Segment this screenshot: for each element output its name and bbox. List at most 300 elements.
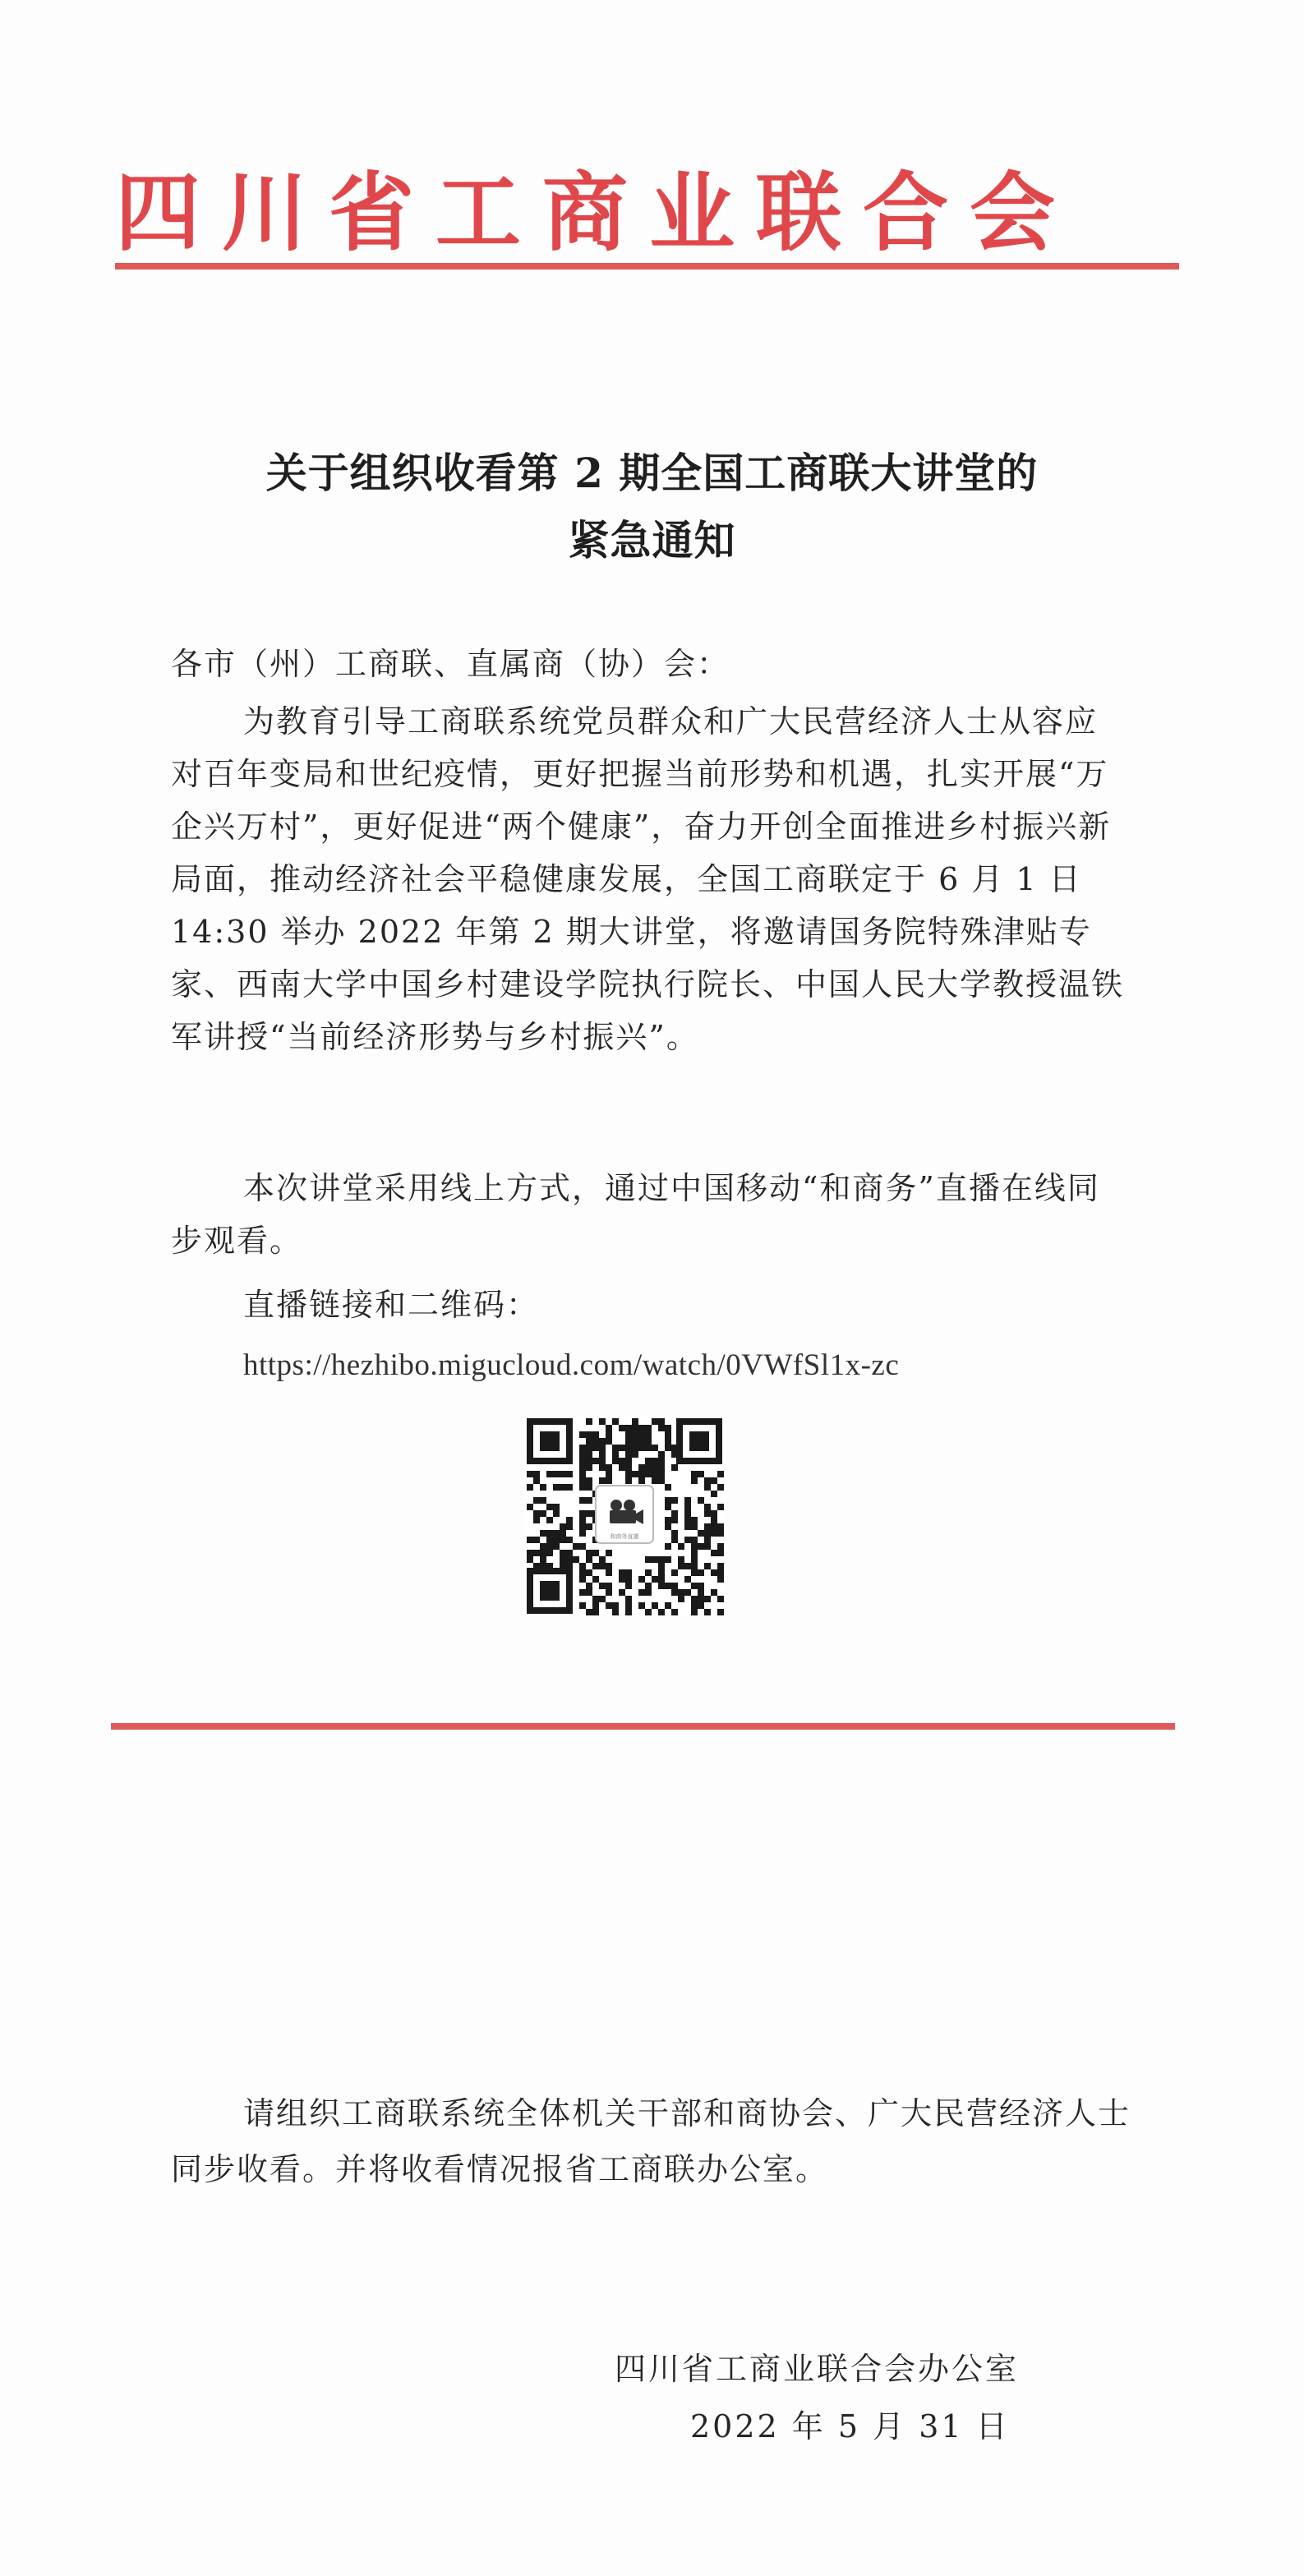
qr-module: [717, 1523, 724, 1530]
qr-module: [691, 1602, 698, 1609]
qr-module: [711, 1491, 717, 1497]
qr-module: [678, 1596, 684, 1602]
qr-module: [553, 1510, 560, 1517]
qr-finder-bottom-left: [527, 1568, 573, 1614]
qr-module: [592, 1602, 599, 1609]
qr-module: [717, 1543, 724, 1550]
qr-module: [533, 1517, 540, 1523]
qr-module: [638, 1589, 645, 1596]
qr-module: [560, 1484, 566, 1491]
qr-module: [704, 1563, 711, 1569]
qr-module: [560, 1550, 566, 1556]
qr-module: [671, 1445, 678, 1451]
qr-module: [711, 1517, 717, 1523]
qr-finder-top-right: [676, 1418, 722, 1464]
qr-module: [606, 1563, 612, 1569]
qr-module: [684, 1510, 691, 1517]
qr-module: [691, 1517, 698, 1523]
qr-module: [671, 1589, 678, 1596]
qr-module: [592, 1609, 599, 1615]
qr-module: [684, 1563, 691, 1569]
qr-module: [678, 1556, 684, 1563]
qr-module: [711, 1477, 717, 1484]
qr-module: [579, 1431, 586, 1438]
qr-module: [579, 1471, 586, 1477]
qr-module: [652, 1464, 658, 1471]
body-paragraph-1: [171, 695, 1124, 1063]
qr-module: [671, 1451, 678, 1458]
qr-module: [645, 1569, 652, 1576]
qr-module: [678, 1563, 684, 1569]
qr-module: [606, 1589, 612, 1596]
qr-module: [678, 1589, 684, 1596]
qr-module: [612, 1445, 619, 1451]
document-title-line-1: 关于组织收看第 2 期全国工商联大讲堂的: [265, 449, 1039, 497]
qr-module: [606, 1550, 612, 1556]
qr-module: [579, 1451, 586, 1458]
qr-module: [586, 1550, 592, 1556]
qr-module: [638, 1431, 645, 1438]
qr-module: [586, 1464, 592, 1471]
document-title-line-2: 紧急通知: [568, 516, 736, 565]
qr-module: [638, 1471, 645, 1477]
qr-module: [579, 1602, 586, 1609]
qr-module: [645, 1445, 652, 1451]
qr-module: [586, 1451, 592, 1458]
qr-module: [684, 1504, 691, 1510]
qr-module: [625, 1471, 632, 1477]
qr-module: [638, 1602, 645, 1609]
qr-module: [560, 1530, 566, 1537]
qr-module: [586, 1609, 592, 1615]
qr-module: [579, 1458, 586, 1464]
qr-module: [579, 1543, 586, 1550]
qr-module: [717, 1484, 724, 1491]
qr-module: [625, 1458, 632, 1464]
qr-module: [665, 1425, 671, 1431]
qr-module: [704, 1504, 711, 1510]
qr-module: [691, 1569, 698, 1576]
qr-module: [606, 1583, 612, 1589]
qr-module: [698, 1543, 704, 1550]
qr-module: [671, 1609, 678, 1615]
qr-module: [658, 1464, 665, 1471]
qr-module: [625, 1583, 632, 1589]
qr-module: [632, 1418, 638, 1425]
qr-module: [606, 1425, 612, 1431]
qr-module: [533, 1510, 540, 1517]
qr-module: [665, 1431, 671, 1438]
qr-module: [711, 1550, 717, 1556]
qr-module: [652, 1445, 658, 1451]
qr-module: [645, 1589, 652, 1596]
qr-module: [632, 1438, 638, 1445]
qr-module: [599, 1418, 606, 1425]
qr-module: [586, 1583, 592, 1589]
qr-module: [527, 1471, 533, 1477]
qr-module: [540, 1563, 546, 1569]
qr-module: [671, 1569, 678, 1576]
qr-module: [586, 1458, 592, 1464]
qr-module: [717, 1609, 724, 1615]
qr-module: [586, 1418, 592, 1425]
qr-module: [645, 1438, 652, 1445]
qr-module: [632, 1445, 638, 1451]
qr-module: [711, 1589, 717, 1596]
signature-office: 四川省工商业联合会办公室: [615, 2351, 1020, 2387]
qr-module: [704, 1543, 711, 1550]
qr-module: [698, 1497, 704, 1504]
qr-module: [698, 1583, 704, 1589]
qr-module: [671, 1530, 678, 1537]
qr-module: [599, 1445, 606, 1451]
qr-module: [638, 1576, 645, 1583]
qr-module: [691, 1477, 698, 1484]
qr-module: [540, 1550, 546, 1556]
qr-module: [691, 1471, 698, 1477]
qr-module: [704, 1523, 711, 1530]
qr-module: [579, 1517, 586, 1523]
qr-module: [546, 1530, 553, 1537]
qr-module: [586, 1445, 592, 1451]
qr-module: [612, 1458, 619, 1464]
qr-module: [586, 1484, 592, 1491]
qr-module: [592, 1438, 599, 1445]
qr-module: [658, 1576, 665, 1583]
qr-module: [652, 1458, 658, 1464]
qr-module: [546, 1537, 553, 1543]
qr-module: [658, 1451, 665, 1458]
qr-module: [573, 1543, 579, 1550]
qr-module: [553, 1530, 560, 1537]
qr-module: [678, 1543, 684, 1550]
qr-logo-caption: 和商务直播: [610, 1533, 639, 1540]
qr-module: [599, 1458, 606, 1464]
qr-module: [632, 1451, 638, 1458]
qr-module: [586, 1510, 592, 1517]
body-paragraph-3: [171, 1279, 1124, 1331]
qr-module: [619, 1569, 625, 1576]
closing-paragraph-text: 请组织工商联系统全体机关干部和商协会、广大民营经济人士同步收看。并将收看情况报省工商联办公室。: [171, 2095, 1131, 2187]
qr-module: [632, 1431, 638, 1438]
qr-module: [717, 1550, 724, 1556]
qr-module: [579, 1497, 586, 1504]
qr-module: [645, 1583, 652, 1589]
qr-module: [625, 1445, 632, 1451]
qr-module: [658, 1418, 665, 1425]
salutation: 各市（州）工商联、直属商（协）会：: [171, 646, 730, 682]
qr-module: [625, 1431, 632, 1438]
qr-module: [540, 1484, 546, 1491]
livestream-url[interactable]: https://hezhibo.migucloud.com/watch/0VWfSl1x-zc: [243, 1348, 900, 1382]
qr-module: [566, 1523, 573, 1530]
qr-module: [671, 1497, 678, 1504]
qr-module: [698, 1471, 704, 1477]
qr-module: [586, 1589, 592, 1596]
qr-module: [599, 1583, 606, 1589]
qr-module: [546, 1517, 553, 1523]
qr-module: [606, 1569, 612, 1576]
qr-module: [684, 1537, 691, 1543]
qr-module: [573, 1556, 579, 1563]
qr-module: [619, 1458, 625, 1464]
qr-module: [579, 1477, 586, 1484]
qr-module: [645, 1471, 652, 1477]
qr-module: [625, 1464, 632, 1471]
qr-module: [625, 1602, 632, 1609]
qr-module: [540, 1530, 546, 1537]
qr-module: [533, 1497, 540, 1504]
qr-module: [579, 1464, 586, 1471]
qr-module: [599, 1451, 606, 1458]
qr-module: [665, 1583, 671, 1589]
qr-module: [717, 1530, 724, 1537]
qr-module: [665, 1602, 671, 1609]
qr-module: [665, 1556, 671, 1563]
qr-module: [592, 1431, 599, 1438]
qr-module: [698, 1602, 704, 1609]
qr-module: [638, 1445, 645, 1451]
qr-module: [527, 1484, 533, 1491]
qr-module: [566, 1550, 573, 1556]
qr-module: [625, 1609, 632, 1615]
qr-module: [658, 1556, 665, 1563]
qr-module: [546, 1471, 553, 1477]
qr-module: [671, 1517, 678, 1523]
qr-module: [691, 1556, 698, 1563]
qr-module: [658, 1563, 665, 1569]
qr-module: [566, 1563, 573, 1569]
qr-module: [592, 1550, 599, 1556]
qr-module: [566, 1556, 573, 1563]
qr-module: [665, 1484, 671, 1491]
qr-module: [665, 1504, 671, 1510]
qr-module: [684, 1523, 691, 1530]
qr-module: [691, 1543, 698, 1550]
qr-module: [619, 1425, 625, 1431]
qr-module: [533, 1477, 540, 1484]
qr-module: [540, 1510, 546, 1517]
livestream-link-label: 直播链接和二维码：: [243, 1287, 540, 1323]
qr-module: [671, 1583, 678, 1589]
qr-module: [698, 1569, 704, 1576]
qr-module: [665, 1497, 671, 1504]
qr-code[interactable]: [523, 1415, 726, 1617]
qr-module: [606, 1602, 612, 1609]
qr-module: [619, 1576, 625, 1583]
qr-module: [658, 1583, 665, 1589]
qr-module: [704, 1530, 711, 1537]
qr-module: [658, 1569, 665, 1576]
qr-module: [612, 1602, 619, 1609]
qr-module: [665, 1445, 671, 1451]
qr-module: [665, 1517, 671, 1523]
qr-module: [684, 1576, 691, 1583]
qr-module: [533, 1471, 540, 1477]
footer-red-rule: [111, 1723, 1175, 1730]
qr-module: [691, 1596, 698, 1602]
qr-module: [671, 1510, 678, 1517]
qr-module: [606, 1471, 612, 1477]
qr-finder-top-left: [527, 1418, 573, 1464]
qr-module: [658, 1471, 665, 1477]
qr-module: [711, 1569, 717, 1576]
qr-module: [527, 1556, 533, 1563]
qr-module: [658, 1477, 665, 1484]
qr-module: [599, 1477, 606, 1484]
qr-module: [704, 1596, 711, 1602]
qr-module: [560, 1563, 566, 1569]
qr-module: [560, 1523, 566, 1530]
qr-module: [652, 1418, 658, 1425]
qr-module: [599, 1438, 606, 1445]
qr-module: [691, 1583, 698, 1589]
qr-module: [645, 1464, 652, 1471]
qr-module: [612, 1451, 619, 1458]
qr-module: [540, 1497, 546, 1504]
qr-module: [665, 1543, 671, 1550]
qr-module: [645, 1425, 652, 1431]
qr-module: [592, 1458, 599, 1464]
qr-module: [704, 1477, 711, 1484]
qr-module: [546, 1563, 553, 1569]
qr-module: [546, 1504, 553, 1510]
qr-module: [566, 1484, 573, 1491]
qr-module: [652, 1471, 658, 1477]
qr-module: [533, 1550, 540, 1556]
qr-module: [691, 1523, 698, 1530]
qr-module: [691, 1563, 698, 1569]
qr-module: [691, 1537, 698, 1543]
qr-module: [619, 1445, 625, 1451]
qr-module: [658, 1458, 665, 1464]
qr-module: [599, 1464, 606, 1471]
qr-module: [592, 1563, 599, 1569]
qr-module: [527, 1550, 533, 1556]
qr-module: [619, 1464, 625, 1471]
qr-module: [566, 1517, 573, 1523]
qr-module: [717, 1471, 724, 1477]
signature-date: 2022 年 5 月 31 日: [690, 2408, 1010, 2445]
qr-module: [711, 1510, 717, 1517]
qr-module: [560, 1556, 566, 1563]
qr-module: [625, 1576, 632, 1583]
qr-module: [586, 1523, 592, 1530]
qr-module: [671, 1537, 678, 1543]
qr-module: [717, 1596, 724, 1602]
qr-module: [704, 1609, 711, 1615]
qr-module: [592, 1576, 599, 1583]
qr-module: [606, 1477, 612, 1484]
qr-module: [658, 1425, 665, 1431]
qr-module: [652, 1477, 658, 1484]
qr-module: [527, 1504, 533, 1510]
qr-module: [684, 1517, 691, 1523]
qr-module: [553, 1543, 560, 1550]
qr-module: [625, 1451, 632, 1458]
qr-module: [586, 1438, 592, 1445]
qr-module: [579, 1569, 586, 1576]
qr-module: [553, 1504, 560, 1510]
qr-module: [638, 1464, 645, 1471]
body-paragraph-2-text: 本次讲堂采用线上方式，通过中国移动“和商务”直播在线同步观看。: [171, 1170, 1100, 1259]
qr-module: [645, 1431, 652, 1438]
qr-module: [632, 1471, 638, 1477]
qr-module: [717, 1569, 724, 1576]
qr-module: [717, 1563, 724, 1569]
qr-module: [645, 1609, 652, 1615]
qr-module: [665, 1438, 671, 1445]
qr-module: [560, 1471, 566, 1477]
qr-module: [599, 1596, 606, 1602]
qr-module: [717, 1504, 724, 1510]
qr-module: [579, 1523, 586, 1530]
qr-module: [540, 1556, 546, 1563]
qr-module: [698, 1596, 704, 1602]
qr-module: [619, 1589, 625, 1596]
qr-module: [579, 1510, 586, 1517]
body-paragraph-1-text: 为教育引导工商联系统党员群众和广大民营经济人士从容应对百年变局和世纪疫情，更好把握当前形势和机遇，扎实开展“万企兴万村”，更好促进“两个健康”，奋力开创全面推进乡村振兴新局面，推动经济社会平稳健康发展，全国工商联定于 6 月 1 日 14:30 举办 2022 年第 2 期大讲堂，将邀请国务院特殊津贴专家、西南大学中国乡村建设学院执行院长、中国人民大学教授温铁军讲授“当前经济形势与乡村振兴”。: [171, 703, 1125, 1055]
qr-module: [586, 1477, 592, 1484]
qr-module: [612, 1609, 619, 1615]
qr-module: [579, 1589, 586, 1596]
qr-module: [606, 1431, 612, 1438]
qr-module: [560, 1537, 566, 1543]
qr-module: [638, 1425, 645, 1431]
qr-module: [684, 1589, 691, 1596]
qr-module: [638, 1438, 645, 1445]
qr-module: [652, 1556, 658, 1563]
qr-module: [566, 1537, 573, 1543]
qr-module: [592, 1445, 599, 1451]
qr-module: [546, 1550, 553, 1556]
qr-module: [717, 1576, 724, 1583]
qr-module: [652, 1602, 658, 1609]
qr-module: [625, 1596, 632, 1602]
qr-module: [579, 1563, 586, 1569]
qr-module: [711, 1530, 717, 1537]
qr-module: [658, 1609, 665, 1615]
qr-module: [586, 1431, 592, 1438]
qr-module: [665, 1523, 671, 1530]
qr-module: [533, 1537, 540, 1543]
qr-module: [592, 1596, 599, 1602]
qr-module: [698, 1530, 704, 1537]
qr-module: [553, 1471, 560, 1477]
qr-module: [586, 1497, 592, 1504]
qr-module: [704, 1537, 711, 1543]
body-paragraph-2: [171, 1162, 1124, 1267]
qr-module: [645, 1556, 652, 1563]
qr-module: [579, 1576, 586, 1583]
qr-center-logo: [596, 1486, 653, 1543]
qr-module: [625, 1569, 632, 1576]
qr-module: [704, 1484, 711, 1491]
qr-module: [652, 1576, 658, 1583]
letterhead-org-name: 四川省工商业联合会: [115, 163, 1077, 263]
qr-module: [566, 1471, 573, 1477]
qr-module: [606, 1438, 612, 1445]
qr-module: [691, 1550, 698, 1556]
qr-module: [546, 1543, 553, 1550]
qr-module: [599, 1556, 606, 1563]
qr-module: [579, 1484, 586, 1491]
closing-paragraph: [171, 2085, 1132, 2197]
qr-module: [671, 1464, 678, 1471]
qr-module: [645, 1458, 652, 1464]
qr-module: [579, 1445, 586, 1451]
qr-module: [533, 1563, 540, 1569]
